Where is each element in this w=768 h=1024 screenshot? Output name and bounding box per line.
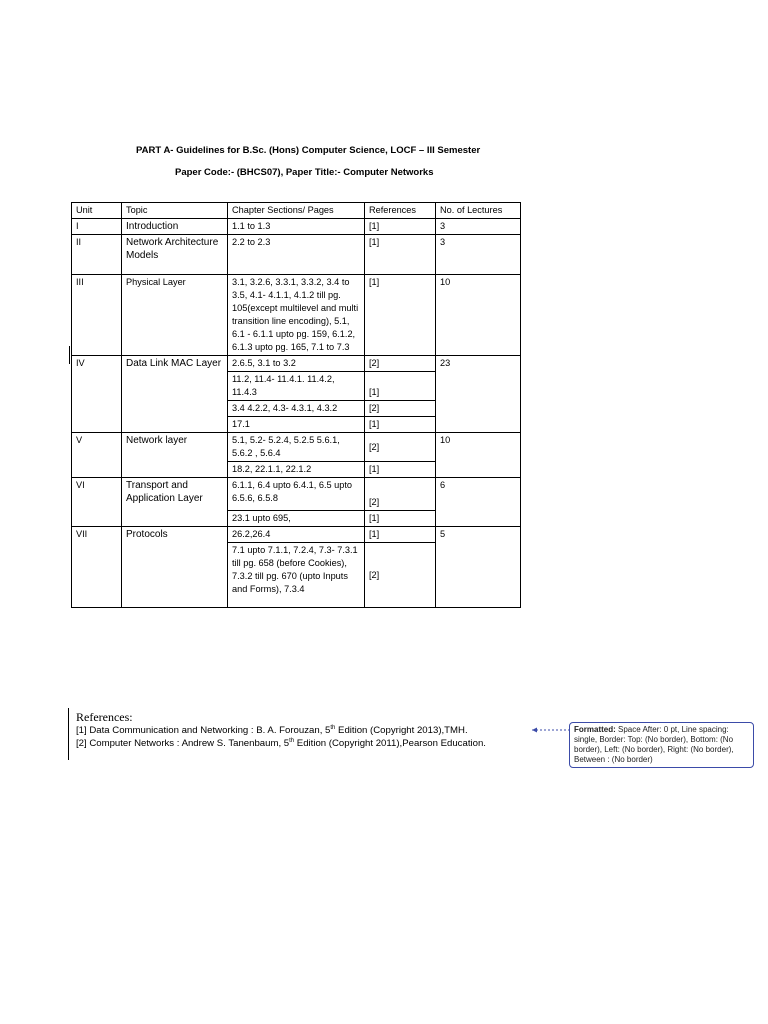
chapter-cell: 2.2 to 2.3 — [228, 235, 365, 275]
comment-text: Space After: 0 pt, Line spacing: single, Border: Top: (No border), Bottom: (No border), Left: (No border), Right: (No border), Between : (No border) — [574, 725, 734, 764]
table-header-row — [72, 203, 521, 219]
unit-cell: II — [72, 235, 122, 275]
table-row — [72, 478, 521, 511]
unit-cell: IV — [72, 356, 122, 433]
ref-cell: [2] — [365, 543, 436, 608]
ref-cell: [1] — [365, 527, 436, 543]
references-heading: References: — [76, 710, 133, 724]
lecture-cell: 6 — [436, 478, 521, 527]
topic-cell: Protocols — [122, 527, 228, 608]
comment-connector-icon — [530, 726, 570, 734]
table-row — [72, 356, 521, 372]
chapter-cell: 17.1 — [228, 417, 365, 433]
chapter-cell: 1.1 to 1.3 — [228, 219, 365, 235]
paper-title: Paper Code:- (BHCS07), Paper Title:- Computer Networks — [175, 167, 434, 178]
unit-cell: VI — [72, 478, 122, 527]
unit-cell: III — [72, 275, 122, 356]
topic-cell: Introduction — [122, 219, 228, 235]
reference-1-rest: Edition (Copyright 2013),TMH. — [335, 725, 468, 737]
change-bar — [68, 708, 69, 760]
chapter-cell: 2.6.5, 3.1 to 3.2 — [228, 356, 365, 372]
table-row — [72, 235, 521, 275]
header-lectures: No. of Lectures — [436, 203, 521, 219]
chapter-cell: 26.2,26.4 — [228, 527, 365, 543]
ref-cell: [1] — [365, 511, 436, 527]
reference-1 — [76, 725, 468, 736]
chapter-cell: 5.1, 5.2- 5.2.4, 5.2.5 5.6.1, 5.6.2 , 5.6.4 — [228, 433, 365, 462]
reference-2 — [76, 738, 486, 749]
ref-cell: [1] — [365, 417, 436, 433]
comment-label: Formatted: — [574, 725, 616, 734]
chapter-cell: 3.1, 3.2.6, 3.3.1, 3.3.2, 3.4 to 3.5, 4.1- 4.1.1, 4.1.2 till pg. 105(except multilevel and multi transition line encoding), 5.1, 6.1 - 6.1.1 upto pg. 159, 6.1.2, 6.1.3 upto pg. 165, 7.1 to 7.3 — [228, 275, 365, 356]
header-topic: Topic — [122, 203, 228, 219]
topic-cell: Transport and Application Layer — [122, 478, 228, 527]
lecture-cell: 5 — [436, 527, 521, 608]
syllabus-table — [71, 202, 521, 608]
ref-cell: [2] — [365, 478, 436, 511]
lecture-cell: 3 — [436, 235, 521, 275]
ref-cell: [1] — [365, 235, 436, 275]
lecture-cell: 10 — [436, 275, 521, 356]
unit-cell: VII — [72, 527, 122, 608]
ref-cell: [1] — [365, 219, 436, 235]
header-chapter: Chapter Sections/ Pages — [228, 203, 365, 219]
topic-cell: Network layer — [122, 433, 228, 478]
reference-2-text: [2] Computer Networks : Andrew S. Tanenbaum, 5 — [76, 738, 290, 750]
table-row — [72, 219, 521, 235]
chapter-cell: 3.4 4.2.2, 4.3- 4.3.1, 4.3.2 — [228, 401, 365, 417]
chapter-cell: 18.2, 22.1.1, 22.1.2 — [228, 462, 365, 478]
superscript: th — [289, 738, 295, 744]
reference-2-rest: Edition (Copyright 2011),Pearson Education. — [294, 738, 486, 750]
topic-cell: Physical Layer — [122, 275, 228, 356]
change-bar — [69, 346, 70, 364]
table-row — [72, 275, 521, 356]
lecture-cell: 10 — [436, 433, 521, 478]
ref-cell: [1] — [365, 462, 436, 478]
formatting-comment[interactable] — [569, 722, 754, 768]
reference-1-text: [1] Data Communication and Networking : B. A. Forouzan, 5 — [76, 725, 331, 737]
table-row — [72, 433, 521, 462]
ref-cell: [2] — [365, 433, 436, 462]
table-row — [72, 527, 521, 543]
chapter-cell: 23.1 upto 695, — [228, 511, 365, 527]
ref-cell: [2] — [365, 401, 436, 417]
lecture-cell: 23 — [436, 356, 521, 433]
header-references: References — [365, 203, 436, 219]
superscript: th — [330, 725, 336, 731]
document-heading: PART A- Guidelines for B.Sc. (Hons) Computer Science, LOCF – III Semester — [136, 145, 481, 156]
lecture-cell: 3 — [436, 219, 521, 235]
topic-cell: Network Architecture Models — [122, 235, 228, 275]
ref-cell: [2] — [365, 356, 436, 372]
ref-cell: [1] — [365, 372, 436, 401]
topic-cell: Data Link MAC Layer — [122, 356, 228, 433]
header-unit: Unit — [72, 203, 122, 219]
unit-cell: I — [72, 219, 122, 235]
chapter-cell: 6.1.1, 6.4 upto 6.4.1, 6.5 upto 6.5.6, 6.5.8 — [228, 478, 365, 511]
unit-cell: V — [72, 433, 122, 478]
chapter-cell: 11.2, 11.4- 11.4.1. 11.4.2, 11.4.3 — [228, 372, 365, 401]
chapter-cell: 7.1 upto 7.1.1, 7.2.4, 7.3- 7.3.1 till pg. 658 (before Cookies), 7.3.2 till pg. 670 (upto Inputs and Forms), 7.3.4 — [228, 543, 365, 608]
ref-cell: [1] — [365, 275, 436, 356]
